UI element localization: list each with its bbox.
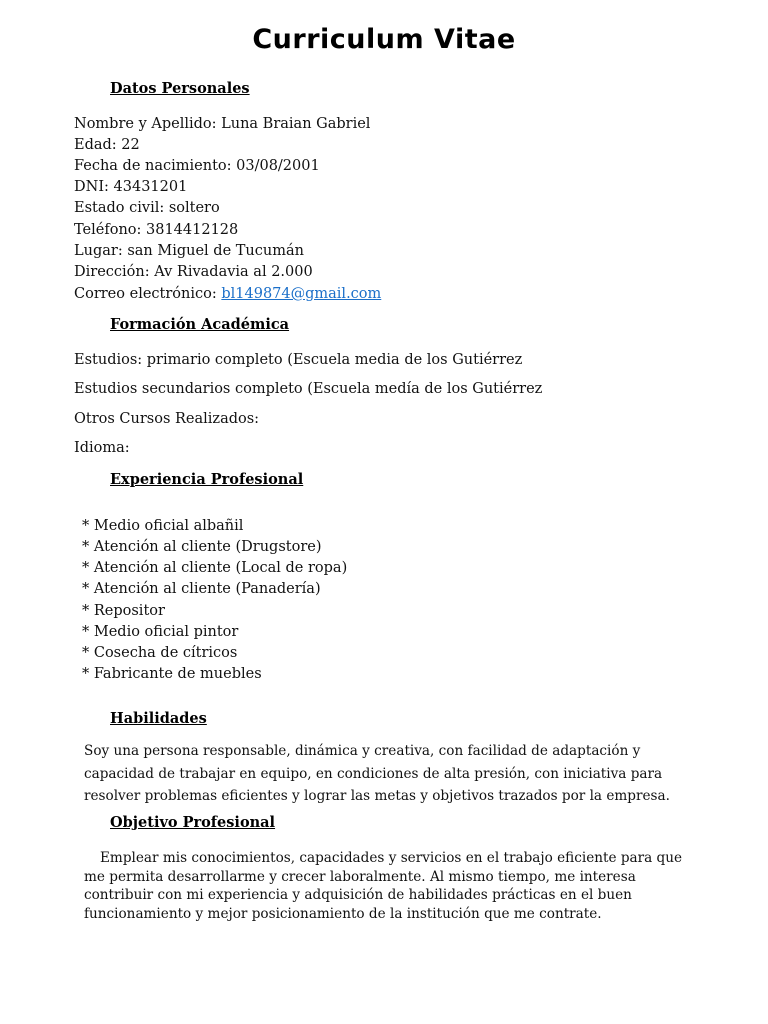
- personal-line-dni: DNI: 43431201: [74, 179, 188, 195]
- personal-line-age: Edad: 22: [74, 137, 140, 153]
- experience-item: * Fabricante de muebles: [82, 666, 262, 682]
- objective-text: Emplear mis conocimientos, capacidades y servicios en el trabajo eficiente para que me permita desarrollarme y crecer laboralmente. Al mismo tiempo, me interesa contribuir con mi experiencia y adquisición de habilidades prácticas en el buen funcionamiento y mejor posicionamiento de la institución que me contrate.: [84, 850, 683, 922]
- experience-item: * Cosecha de cítricos: [82, 645, 238, 661]
- experience-item: * Atención al cliente (Drugstore): [82, 539, 322, 555]
- personal-line-address: Dirección: Av Rivadavia al 2.000: [74, 264, 313, 280]
- skills-text: Soy una persona responsable, dinámica y creativa, con facilidad de adaptación y capacidad de trabajar en equipo, en condiciones de alta presión, con iniciativa para resolver problemas eficientes y lograr las metas y objetivos trazados por la empresa.: [84, 743, 670, 804]
- academic-heading: Formación Académica: [110, 316, 290, 333]
- personal-line-phone: Teléfono: 3814412128: [74, 222, 239, 238]
- skills-paragraph: [84, 740, 694, 808]
- academic-line-primary: Estudios: primario completo (Escuela media de los Gutiérrez: [74, 352, 523, 368]
- document-title: Curriculum Vitae: [252, 24, 516, 55]
- academic-line-language: Idioma:: [74, 440, 130, 456]
- email-link[interactable]: bl149874@gmail.com: [221, 286, 382, 302]
- personal-line-email: [74, 286, 381, 302]
- experience-heading: Experiencia Profesional: [110, 471, 304, 488]
- objective-paragraph: [84, 849, 694, 923]
- experience-item: * Repositor: [82, 603, 165, 619]
- personal-line-civil-status: Estado civil: soltero: [74, 200, 220, 216]
- experience-item: * Medio oficial pintor: [82, 624, 239, 640]
- experience-item: * Atención al cliente (Panadería): [82, 581, 321, 597]
- academic-line-courses: Otros Cursos Realizados:: [74, 411, 260, 427]
- personal-line-place: Lugar: san Miguel de Tucumán: [74, 243, 304, 259]
- skills-heading: Habilidades: [110, 710, 207, 727]
- personal-line-birthdate: Fecha de nacimiento: 03/08/2001: [74, 158, 320, 174]
- personal-line-name: Nombre y Apellido: Luna Braian Gabriel: [74, 116, 371, 132]
- experience-item: * Medio oficial albañil: [82, 518, 244, 534]
- experience-item: * Atención al cliente (Local de ropa): [82, 560, 348, 576]
- personal-data-heading: Datos Personales: [110, 80, 250, 97]
- objective-heading: Objetivo Profesional: [110, 814, 276, 831]
- email-label: Correo electrónico:: [74, 286, 222, 302]
- academic-line-secondary: Estudios secundarios completo (Escuela medía de los Gutiérrez: [74, 381, 543, 397]
